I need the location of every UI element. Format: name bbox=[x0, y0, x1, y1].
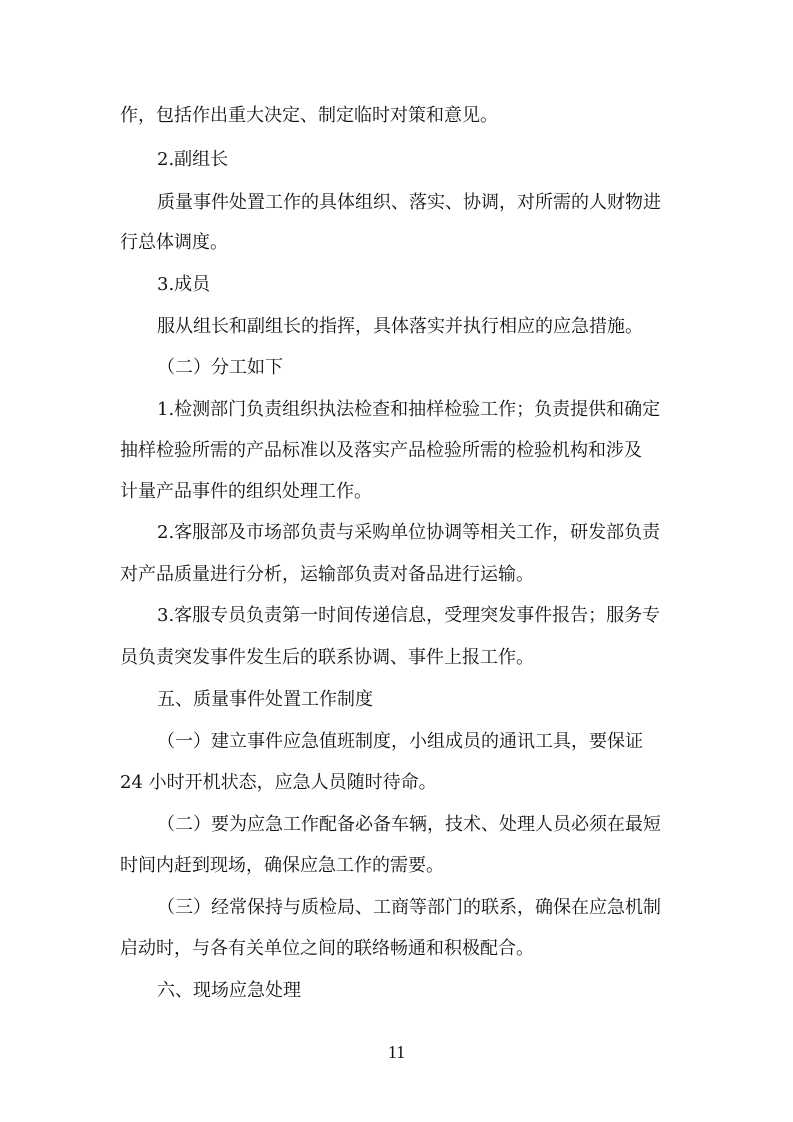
text-line: 24 小时开机状态，应急人员随时待命。 bbox=[120, 772, 437, 793]
text-line: 行总体调度。 bbox=[120, 232, 228, 253]
paragraph-line: 服从组长和副组长的指挥，具体落实并执行相应的应急措施。 bbox=[157, 316, 643, 337]
paragraph-line: 质量事件处置工作的具体组织、落实、协调，对所需的人财物进 bbox=[157, 192, 661, 213]
section-heading: 六、现场应急处理 bbox=[157, 980, 301, 1001]
text-line: 时间内赶到现场，确保应急工作的需要。 bbox=[120, 855, 444, 876]
text-line: 员负责突发事件发生后的联系协调、事件上报工作。 bbox=[120, 647, 534, 668]
paragraph-line: 1.检测部门负责组织执法检查和抽样检验工作；负责提供和确定 bbox=[157, 399, 661, 420]
section-heading: 五、质量事件处置工作制度 bbox=[157, 689, 373, 710]
text-line: 对产品质量进行分析，运输部负责对备品进行运输。 bbox=[120, 564, 534, 585]
paragraph-line: （一）建立事件应急值班制度，小组成员的通讯工具，要保证 bbox=[157, 731, 643, 752]
section-heading: 2.副组长 bbox=[157, 149, 229, 170]
text-line: 启动时，与各有关单位之间的联络畅通和积极配合。 bbox=[120, 938, 534, 959]
paragraph-line: 3.客服专员负责第一时间传递信息，受理突发事件报告；服务专 bbox=[157, 605, 661, 626]
page-number: 11 bbox=[387, 1042, 406, 1062]
text-line: 计量产品事件的组织处理工作。 bbox=[120, 481, 372, 502]
paragraph-line: （三）经常保持与质检局、工商等部门的联系，确保在应急机制 bbox=[157, 897, 661, 918]
text-line: 抽样检验所需的产品标准以及落实产品检验所需的检验机构和涉及 bbox=[120, 440, 642, 461]
paragraph-line: 2.客服部及市场部负责与采购单位协调等相关工作，研发部负责 bbox=[157, 522, 661, 543]
text-line: 作，包括作出重大决定、制定临时对策和意见。 bbox=[120, 105, 498, 126]
paragraph-line: （二）要为应急工作配备必备车辆，技术、处理人员必须在最短 bbox=[157, 814, 661, 835]
section-heading: 3.成员 bbox=[157, 274, 211, 295]
section-heading: （二）分工如下 bbox=[157, 357, 283, 378]
